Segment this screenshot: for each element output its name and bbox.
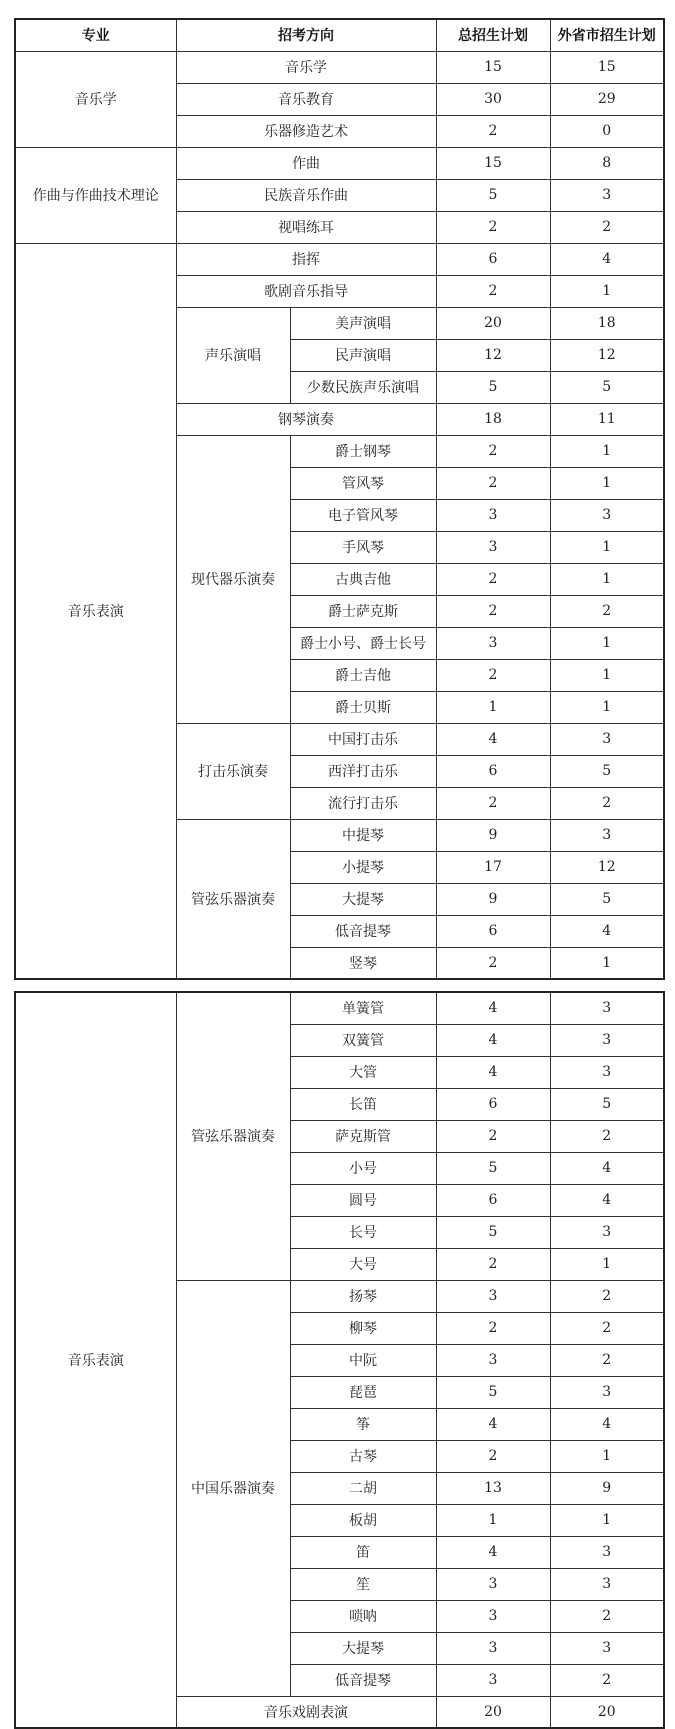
total-cell: 15 bbox=[436, 147, 550, 179]
direction-cell: 古典吉他 bbox=[290, 563, 436, 595]
outside-cell: 1 bbox=[550, 947, 664, 979]
header-total: 总招生计划 bbox=[436, 19, 550, 51]
outside-cell: 8 bbox=[550, 147, 664, 179]
outside-cell: 2 bbox=[550, 1312, 664, 1344]
outside-cell: 18 bbox=[550, 307, 664, 339]
total-cell: 2 bbox=[436, 563, 550, 595]
direction-cell: 爵士吉他 bbox=[290, 659, 436, 691]
total-cell: 2 bbox=[436, 1312, 550, 1344]
direction-cell: 少数民族声乐演唱 bbox=[290, 371, 436, 403]
outside-cell: 3 bbox=[550, 1056, 664, 1088]
total-cell: 3 bbox=[436, 1664, 550, 1696]
total-cell: 20 bbox=[436, 1696, 550, 1728]
outside-cell: 2 bbox=[550, 787, 664, 819]
direction-cell: 唢呐 bbox=[290, 1600, 436, 1632]
outside-cell: 2 bbox=[550, 595, 664, 627]
major-cell: 音乐学 bbox=[15, 51, 176, 147]
total-cell: 17 bbox=[436, 851, 550, 883]
direction-cell: 电子管风琴 bbox=[290, 499, 436, 531]
total-cell: 5 bbox=[436, 1152, 550, 1184]
direction-cell: 管风琴 bbox=[290, 467, 436, 499]
direction-cell: 民声演唱 bbox=[290, 339, 436, 371]
total-cell: 6 bbox=[436, 243, 550, 275]
major-cell: 音乐表演 bbox=[15, 992, 176, 1728]
outside-cell: 11 bbox=[550, 403, 664, 435]
total-cell: 2 bbox=[436, 435, 550, 467]
direction-cell: 长笛 bbox=[290, 1088, 436, 1120]
direction-cell: 竖琴 bbox=[290, 947, 436, 979]
outside-cell: 3 bbox=[550, 499, 664, 531]
total-cell: 3 bbox=[436, 627, 550, 659]
direction-cell: 视唱练耳 bbox=[176, 211, 436, 243]
direction-cell: 小号 bbox=[290, 1152, 436, 1184]
outside-cell: 4 bbox=[550, 1152, 664, 1184]
outside-cell: 1 bbox=[550, 627, 664, 659]
outside-cell: 5 bbox=[550, 371, 664, 403]
outside-cell: 3 bbox=[550, 723, 664, 755]
outside-cell: 3 bbox=[550, 1536, 664, 1568]
header-major: 专业 bbox=[15, 19, 176, 51]
total-cell: 30 bbox=[436, 83, 550, 115]
direction-cell: 大号 bbox=[290, 1248, 436, 1280]
total-cell: 2 bbox=[436, 275, 550, 307]
outside-cell: 1 bbox=[550, 1248, 664, 1280]
total-cell: 12 bbox=[436, 339, 550, 371]
enrollment-table-2 bbox=[14, 991, 665, 1729]
outside-cell: 29 bbox=[550, 83, 664, 115]
outside-cell: 3 bbox=[550, 1024, 664, 1056]
table-row bbox=[15, 51, 664, 83]
outside-cell: 1 bbox=[550, 563, 664, 595]
table-row bbox=[15, 147, 664, 179]
total-cell: 3 bbox=[436, 531, 550, 563]
outside-cell: 1 bbox=[550, 467, 664, 499]
total-cell: 3 bbox=[436, 1632, 550, 1664]
category-cell: 管弦乐器演奏 bbox=[176, 992, 290, 1280]
total-cell: 2 bbox=[436, 467, 550, 499]
total-cell: 4 bbox=[436, 992, 550, 1024]
total-cell: 2 bbox=[436, 787, 550, 819]
outside-cell: 2 bbox=[550, 1344, 664, 1376]
outside-cell: 3 bbox=[550, 1632, 664, 1664]
direction-cell: 音乐学 bbox=[176, 51, 436, 83]
direction-cell: 笙 bbox=[290, 1568, 436, 1600]
total-cell: 4 bbox=[436, 723, 550, 755]
direction-cell: 西洋打击乐 bbox=[290, 755, 436, 787]
total-cell: 5 bbox=[436, 1376, 550, 1408]
outside-cell: 15 bbox=[550, 51, 664, 83]
total-cell: 2 bbox=[436, 1120, 550, 1152]
outside-cell: 0 bbox=[550, 115, 664, 147]
outside-cell: 3 bbox=[550, 1376, 664, 1408]
direction-cell: 手风琴 bbox=[290, 531, 436, 563]
direction-cell: 筝 bbox=[290, 1408, 436, 1440]
outside-cell: 4 bbox=[550, 1184, 664, 1216]
direction-cell: 柳琴 bbox=[290, 1312, 436, 1344]
direction-cell: 大管 bbox=[290, 1056, 436, 1088]
outside-cell: 12 bbox=[550, 851, 664, 883]
direction-cell: 指挥 bbox=[176, 243, 436, 275]
outside-cell: 5 bbox=[550, 883, 664, 915]
outside-cell: 2 bbox=[550, 1120, 664, 1152]
total-cell: 1 bbox=[436, 1504, 550, 1536]
total-cell: 18 bbox=[436, 403, 550, 435]
header-direction: 招考方向 bbox=[176, 19, 436, 51]
total-cell: 2 bbox=[436, 659, 550, 691]
outside-cell: 3 bbox=[550, 1216, 664, 1248]
total-cell: 13 bbox=[436, 1472, 550, 1504]
direction-cell: 双簧管 bbox=[290, 1024, 436, 1056]
direction-cell: 萨克斯管 bbox=[290, 1120, 436, 1152]
direction-cell: 大提琴 bbox=[290, 1632, 436, 1664]
total-cell: 3 bbox=[436, 499, 550, 531]
outside-cell: 1 bbox=[550, 1504, 664, 1536]
direction-cell: 长号 bbox=[290, 1216, 436, 1248]
outside-cell: 5 bbox=[550, 1088, 664, 1120]
total-cell: 3 bbox=[436, 1568, 550, 1600]
outside-cell: 4 bbox=[550, 1408, 664, 1440]
table-row bbox=[15, 992, 664, 1024]
direction-cell: 单簧管 bbox=[290, 992, 436, 1024]
outside-cell: 1 bbox=[550, 435, 664, 467]
direction-cell: 爵士贝斯 bbox=[290, 691, 436, 723]
outside-cell: 9 bbox=[550, 1472, 664, 1504]
total-cell: 6 bbox=[436, 1184, 550, 1216]
direction-cell: 作曲 bbox=[176, 147, 436, 179]
direction-cell: 低音提琴 bbox=[290, 915, 436, 947]
outside-cell: 4 bbox=[550, 243, 664, 275]
table-row bbox=[15, 243, 664, 275]
outside-cell: 3 bbox=[550, 1568, 664, 1600]
direction-cell: 笛 bbox=[290, 1536, 436, 1568]
outside-cell: 1 bbox=[550, 659, 664, 691]
direction-cell: 板胡 bbox=[290, 1504, 436, 1536]
outside-cell: 20 bbox=[550, 1696, 664, 1728]
major-cell: 作曲与作曲技术理论 bbox=[15, 147, 176, 243]
direction-cell: 中提琴 bbox=[290, 819, 436, 851]
direction-cell: 低音提琴 bbox=[290, 1664, 436, 1696]
direction-cell: 歌剧音乐指导 bbox=[176, 275, 436, 307]
direction-cell: 中国打击乐 bbox=[290, 723, 436, 755]
header-outside: 外省市招生计划 bbox=[550, 19, 664, 51]
total-cell: 6 bbox=[436, 1088, 550, 1120]
direction-cell: 乐器修造艺术 bbox=[176, 115, 436, 147]
total-cell: 2 bbox=[436, 595, 550, 627]
total-cell: 2 bbox=[436, 1248, 550, 1280]
direction-cell: 大提琴 bbox=[290, 883, 436, 915]
total-cell: 3 bbox=[436, 1344, 550, 1376]
direction-cell: 爵士小号、爵士长号 bbox=[290, 627, 436, 659]
total-cell: 5 bbox=[436, 1216, 550, 1248]
total-cell: 2 bbox=[436, 947, 550, 979]
outside-cell: 3 bbox=[550, 179, 664, 211]
direction-cell: 音乐戏剧表演 bbox=[176, 1696, 436, 1728]
total-cell: 15 bbox=[436, 51, 550, 83]
category-cell: 现代器乐演奏 bbox=[176, 435, 290, 723]
category-cell: 管弦乐器演奏 bbox=[176, 819, 290, 979]
direction-cell: 古琴 bbox=[290, 1440, 436, 1472]
direction-cell: 中阮 bbox=[290, 1344, 436, 1376]
total-cell: 4 bbox=[436, 1536, 550, 1568]
outside-cell: 1 bbox=[550, 531, 664, 563]
outside-cell: 5 bbox=[550, 755, 664, 787]
total-cell: 2 bbox=[436, 1440, 550, 1472]
total-cell: 5 bbox=[436, 371, 550, 403]
direction-cell: 爵士萨克斯 bbox=[290, 595, 436, 627]
direction-cell: 民族音乐作曲 bbox=[176, 179, 436, 211]
major-cell: 音乐表演 bbox=[15, 243, 176, 979]
total-cell: 4 bbox=[436, 1024, 550, 1056]
total-cell: 9 bbox=[436, 819, 550, 851]
direction-cell: 琵琶 bbox=[290, 1376, 436, 1408]
outside-cell: 4 bbox=[550, 915, 664, 947]
direction-cell: 钢琴演奏 bbox=[176, 403, 436, 435]
direction-cell: 爵士钢琴 bbox=[290, 435, 436, 467]
outside-cell: 3 bbox=[550, 819, 664, 851]
outside-cell: 1 bbox=[550, 275, 664, 307]
direction-cell: 扬琴 bbox=[290, 1280, 436, 1312]
total-cell: 5 bbox=[436, 179, 550, 211]
direction-cell: 小提琴 bbox=[290, 851, 436, 883]
category-cell: 声乐演唱 bbox=[176, 307, 290, 403]
category-cell: 中国乐器演奏 bbox=[176, 1280, 290, 1696]
table-header-row bbox=[15, 19, 664, 51]
total-cell: 6 bbox=[436, 915, 550, 947]
direction-cell: 美声演唱 bbox=[290, 307, 436, 339]
total-cell: 20 bbox=[436, 307, 550, 339]
outside-cell: 12 bbox=[550, 339, 664, 371]
outside-cell: 3 bbox=[550, 992, 664, 1024]
total-cell: 4 bbox=[436, 1408, 550, 1440]
total-cell: 9 bbox=[436, 883, 550, 915]
direction-cell: 圆号 bbox=[290, 1184, 436, 1216]
outside-cell: 1 bbox=[550, 691, 664, 723]
total-cell: 3 bbox=[436, 1280, 550, 1312]
total-cell: 3 bbox=[436, 1600, 550, 1632]
category-cell: 打击乐演奏 bbox=[176, 723, 290, 819]
enrollment-table-1 bbox=[14, 18, 665, 980]
direction-cell: 流行打击乐 bbox=[290, 787, 436, 819]
direction-cell: 二胡 bbox=[290, 1472, 436, 1504]
total-cell: 1 bbox=[436, 691, 550, 723]
total-cell: 6 bbox=[436, 755, 550, 787]
outside-cell: 2 bbox=[550, 1600, 664, 1632]
outside-cell: 2 bbox=[550, 1280, 664, 1312]
outside-cell: 1 bbox=[550, 1440, 664, 1472]
outside-cell: 2 bbox=[550, 1664, 664, 1696]
outside-cell: 2 bbox=[550, 211, 664, 243]
total-cell: 2 bbox=[436, 115, 550, 147]
total-cell: 4 bbox=[436, 1056, 550, 1088]
direction-cell: 音乐教育 bbox=[176, 83, 436, 115]
total-cell: 2 bbox=[436, 211, 550, 243]
